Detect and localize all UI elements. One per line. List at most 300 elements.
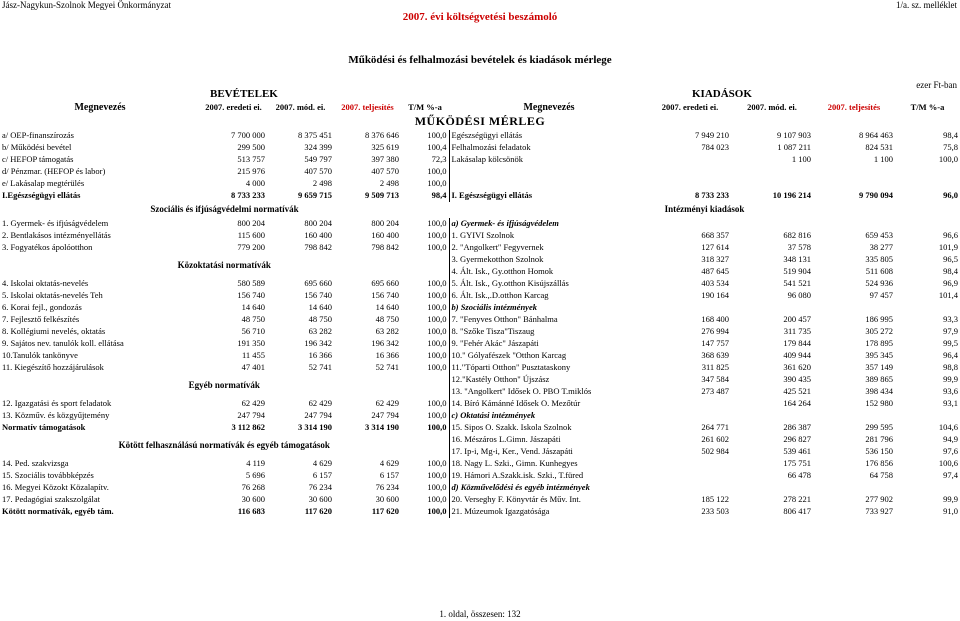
- income-cell: 513 757: [237, 154, 265, 165]
- income-cell: 62 429: [375, 398, 399, 409]
- report-subtitle: Működési és felhalmozási bevételek és kiadások mérlege: [348, 54, 612, 66]
- table-row: [0, 410, 960, 422]
- income-cell: 100,0: [427, 230, 447, 241]
- expense-cell: 94,9: [943, 434, 958, 445]
- expense-cell: 3. Gyermekotthon Szolnok: [449, 254, 649, 266]
- expense-cell: 98,4: [943, 266, 958, 277]
- expense-cell: 659 453: [865, 230, 893, 241]
- income-cell: 100,4: [427, 142, 447, 153]
- income-cell: 4 000: [245, 178, 265, 189]
- income-cell: 580 589: [237, 278, 265, 289]
- expense-cell: 277 902: [865, 494, 893, 505]
- expense-cell: [649, 154, 731, 166]
- income-cell: 6 157: [379, 470, 399, 481]
- expense-cell: 519 904: [783, 266, 811, 277]
- income-cell: 247 794: [237, 410, 265, 421]
- table-row: [0, 314, 960, 326]
- income-cell: 800 204: [371, 218, 399, 229]
- expense-cell: 233 503: [701, 506, 729, 517]
- expense-cell: [649, 410, 731, 422]
- expense-cell: [731, 410, 813, 422]
- table-row: [0, 350, 960, 362]
- expense-cell: 390 435: [783, 374, 811, 385]
- income-cell: 779 200: [237, 242, 265, 253]
- expense-cell: 276 994: [701, 326, 729, 337]
- expense-heading: KIADÁSOK: [692, 88, 752, 100]
- expense-cell: 179 844: [783, 338, 811, 349]
- expense-cell: 311 735: [783, 326, 811, 337]
- expense-cell: 357 149: [865, 362, 893, 373]
- expense-cell: 806 417: [783, 506, 811, 517]
- table-row: [0, 494, 960, 506]
- expense-cell: 100,0: [938, 154, 958, 165]
- expense-cell: [813, 178, 895, 190]
- income-cell: 100,0: [427, 178, 447, 189]
- expense-cell: Felhalmozási feladatok: [449, 142, 649, 154]
- expense-cell: 403 534: [701, 278, 729, 289]
- expense-cell: 5. Ált. Isk., Gy.otthon Kisújszállás: [449, 278, 649, 290]
- income-cell: 62 429: [241, 398, 265, 409]
- expense-cell: 98,8: [943, 362, 958, 373]
- expense-cell: 93,1: [943, 398, 958, 409]
- expense-cell: 539 461: [783, 446, 811, 457]
- income-cell: 76 234: [375, 482, 399, 493]
- expense-cell: 64 758: [869, 470, 893, 481]
- table-row: [0, 230, 960, 242]
- income-cell: 12. Igazgatási és sport feladatok: [2, 398, 112, 409]
- expense-cell: 389 865: [865, 374, 893, 385]
- income-cell: 8. Kollégiumi nevelés, oktatás: [2, 326, 106, 337]
- income-cell: I.Egészségügyi ellátás: [2, 190, 81, 201]
- expense-cell: [731, 178, 813, 190]
- expense-cell: 273 487: [701, 386, 729, 397]
- income-cell: 407 570: [304, 166, 332, 177]
- income-cell: 7. Fejlesztő felkészítés: [2, 314, 80, 325]
- main-heading-row: [0, 114, 960, 130]
- income-cell: 100,0: [427, 482, 447, 493]
- table-row: [0, 254, 960, 266]
- income-cell: 3 314 190: [298, 422, 332, 433]
- expense-cell: 15. Sipos O. Szakk. Iskola Szolnok: [449, 422, 649, 434]
- income-cell: 100,0: [427, 470, 447, 481]
- income-cell: 100,0: [427, 494, 447, 505]
- expense-cell: 4. Ált. Isk., Gy.otthon Homok: [449, 266, 649, 278]
- balance-table: [0, 102, 960, 518]
- expense-cell: 348 131: [783, 254, 811, 265]
- expense-cell: 335 805: [865, 254, 893, 265]
- expense-cell: 296 827: [783, 434, 811, 445]
- income-cell: 13. Közműv. és közgyűjtemény: [2, 410, 110, 421]
- income-cell: 9. Sajátos nev. tanulók koll. ellátása: [2, 338, 124, 349]
- income-cell: 800 204: [304, 218, 332, 229]
- expense-cell: [649, 458, 731, 470]
- expense-cell: 97,4: [943, 470, 958, 481]
- expense-cell: 1 087 211: [777, 142, 811, 153]
- expense-cell: [649, 166, 731, 178]
- table-row: [0, 362, 960, 374]
- col-name-right: Megnevezés: [523, 102, 575, 114]
- col-actual-left: 2007. teljesítés: [341, 102, 394, 113]
- income-cell: 798 842: [371, 242, 399, 253]
- expense-cell: 13. "Angolkert" Idősek O. PBO T.miklós: [449, 386, 649, 398]
- income-cell: 14 640: [375, 302, 399, 313]
- annex-label: 1/a. sz. melléklet: [896, 0, 957, 10]
- expense-cell: [731, 218, 813, 230]
- income-cell: 30 600: [241, 494, 265, 505]
- expense-cell: [649, 178, 731, 190]
- table-row: [0, 374, 960, 386]
- expense-cell: 299 595: [865, 422, 893, 433]
- expense-cell: 395 345: [865, 350, 893, 361]
- section-subheading: Kötött felhasználású normatívák és egyéb támogatások: [118, 440, 330, 451]
- expense-cell: [649, 218, 731, 230]
- expense-cell: 200 457: [783, 314, 811, 325]
- income-cell: 48 750: [375, 314, 399, 325]
- col-mod-right: 2007. mód. ei.: [747, 102, 797, 113]
- income-cell: 156 740: [237, 290, 265, 301]
- expense-cell: 784 023: [701, 142, 729, 153]
- income-cell: 100,0: [427, 362, 447, 373]
- expense-cell: 1 100: [873, 154, 893, 165]
- income-cell: 98,4: [431, 190, 447, 201]
- expense-cell: [813, 166, 895, 178]
- income-cell: 76 234: [308, 482, 332, 493]
- page-footer: 1. oldal, összesen: 132: [439, 609, 521, 619]
- expense-cell: 8 733 233: [695, 190, 729, 201]
- income-cell: 2. Bentlakásos intézményellátás: [2, 230, 111, 241]
- expense-cell: 8. "Szőke Tisza"Tiszaug: [449, 326, 649, 338]
- income-cell: 215 976: [237, 166, 265, 177]
- expense-cell: 66 478: [787, 470, 811, 481]
- income-cell: Normatív támogatások: [2, 422, 86, 433]
- income-cell: 48 750: [308, 314, 332, 325]
- col-orig-right: 2007. eredeti ei.: [661, 102, 719, 113]
- expense-cell: 409 944: [783, 350, 811, 361]
- income-cell: 5 696: [245, 470, 265, 481]
- expense-cell: [895, 482, 960, 494]
- expense-cell: 524 936: [865, 278, 893, 289]
- expense-cell: 11."Tóparti Otthon" Pusztataskony: [449, 362, 649, 374]
- income-cell: 800 204: [237, 218, 265, 229]
- expense-cell: 10." Gólyafészek "Otthon Karcag: [449, 350, 649, 362]
- expense-cell: [649, 482, 731, 494]
- table-row: [0, 130, 960, 142]
- expense-cell: [895, 302, 960, 314]
- income-cell: 100,0: [427, 242, 447, 253]
- income-cell: 6. Korai fejl., gondozás: [2, 302, 82, 313]
- table-row: [0, 338, 960, 350]
- income-heading: BEVÉTELEK: [210, 88, 278, 100]
- income-cell: 100,0: [427, 218, 447, 229]
- expense-cell: 318 327: [701, 254, 729, 265]
- income-cell: 100,0: [427, 302, 447, 313]
- income-cell: 17. Pedagógiai szakszolgálat: [2, 494, 100, 505]
- table-row: [0, 202, 960, 218]
- table-row: [0, 326, 960, 338]
- income-cell: 798 842: [304, 242, 332, 253]
- income-cell: 117 620: [304, 506, 332, 517]
- income-cell: 100,0: [427, 458, 447, 469]
- table-row: [0, 242, 960, 254]
- income-cell: 4. Iskolai oktatás-nevelés: [2, 278, 89, 289]
- expense-cell: 425 521: [783, 386, 811, 397]
- income-cell: 299 500: [237, 142, 265, 153]
- expense-cell: 96,9: [943, 278, 958, 289]
- expense-cell: [813, 410, 895, 422]
- expense-cell: 96 080: [787, 290, 811, 301]
- income-cell: 16 366: [308, 350, 332, 361]
- income-cell: 196 342: [304, 338, 332, 349]
- income-cell: 15. Szociális továbbképzés: [2, 470, 94, 481]
- income-cell: 156 740: [371, 290, 399, 301]
- expense-cell: 97 457: [869, 290, 893, 301]
- income-cell: 30 600: [308, 494, 332, 505]
- expense-cell: 185 122: [701, 494, 729, 505]
- income-cell: 5. Iskolai oktatás-nevelés Teh: [2, 290, 103, 301]
- expense-cell: 541 521: [783, 278, 811, 289]
- expense-cell: 347 584: [701, 374, 729, 385]
- income-cell: 160 400: [371, 230, 399, 241]
- section-subheading: Közoktatási normatívák: [177, 260, 271, 271]
- expense-cell: 2. "Angolkert" Fegyvernek: [449, 242, 649, 254]
- expense-cell: b) Szociális intézmények: [449, 302, 649, 314]
- income-cell: 100,0: [427, 290, 447, 301]
- expense-cell: 261 602: [701, 434, 729, 445]
- table-row: [0, 506, 960, 518]
- income-cell: 30 600: [375, 494, 399, 505]
- expense-cell: 278 221: [783, 494, 811, 505]
- expense-cell: 96,5: [943, 254, 958, 265]
- income-cell: 3 314 190: [365, 422, 399, 433]
- expense-cell: [449, 178, 649, 190]
- income-cell: 8 375 451: [298, 130, 332, 141]
- expense-cell: 164 264: [783, 398, 811, 409]
- expense-cell: 152 980: [865, 398, 893, 409]
- col-orig-left: 2007. eredeti ei.: [205, 102, 262, 113]
- income-cell: 76 268: [241, 482, 265, 493]
- expense-cell: 101,4: [938, 290, 958, 301]
- expense-cell: 97,6: [943, 446, 958, 457]
- income-cell: 1. Gyermek- és ifjúságvédelem: [2, 218, 109, 229]
- table-row: [0, 290, 960, 302]
- expense-cell: 97,9: [943, 326, 958, 337]
- income-cell: 191 350: [237, 338, 265, 349]
- expense-cell: 93,3: [943, 314, 958, 325]
- expense-cell: 682 816: [783, 230, 811, 241]
- income-cell: 695 660: [371, 278, 399, 289]
- expense-cell: 16. Mészáros L.Gimn. Jászapáti: [449, 434, 649, 446]
- expense-cell: 14. Bíró Kámánné Idősek O. Mezőtúr: [449, 398, 649, 410]
- income-cell: 9 659 715: [298, 190, 332, 201]
- expense-cell: 147 757: [701, 338, 729, 349]
- section-subheading: Intézményi kiadások: [664, 204, 745, 215]
- expense-cell: 99,9: [943, 494, 958, 505]
- expense-cell: 9 107 903: [777, 130, 811, 141]
- income-cell: 3 112 862: [231, 422, 265, 433]
- expense-cell: 186 995: [865, 314, 893, 325]
- income-cell: 115 600: [237, 230, 265, 241]
- expense-cell: [649, 302, 731, 314]
- income-cell: 11 455: [241, 350, 265, 361]
- expense-cell: 1 100: [791, 154, 811, 165]
- section-subheading: Szociális és ifjúságvédelmi normatívák: [150, 204, 299, 215]
- expense-cell: 12."Kastély Otthon" Újszász: [449, 374, 649, 386]
- table-row: [0, 302, 960, 314]
- income-cell: d/ Pénzmar. (HEFOP és labor): [2, 166, 106, 177]
- expense-cell: 264 771: [701, 422, 729, 433]
- expense-cell: 487 645: [701, 266, 729, 277]
- report-title: 2007. évi költségvetési beszámoló: [402, 11, 558, 23]
- expense-cell: 101,9: [938, 242, 958, 253]
- income-cell: 52 741: [375, 362, 399, 373]
- expense-cell: 824 531: [865, 142, 893, 153]
- expense-cell: 99,9: [943, 374, 958, 385]
- expense-cell: 100,6: [938, 458, 958, 469]
- income-cell: 695 660: [304, 278, 332, 289]
- expense-cell: 96,4: [943, 350, 958, 361]
- income-cell: 56 710: [241, 326, 265, 337]
- income-cell: 100,0: [427, 422, 447, 433]
- expense-cell: 668 357: [701, 230, 729, 241]
- income-cell: 325 619: [371, 142, 399, 153]
- expense-cell: 127 614: [701, 242, 729, 253]
- expense-cell: 502 984: [701, 446, 729, 457]
- expense-cell: 398 434: [865, 386, 893, 397]
- expense-cell: [731, 166, 813, 178]
- expense-cell: [895, 178, 960, 190]
- expense-cell: 8 964 463: [859, 130, 893, 141]
- income-cell: 100,0: [427, 350, 447, 361]
- expense-cell: 18. Nagy L. Szki., Gimn. Kunhegyes: [449, 458, 649, 470]
- income-cell: 6 157: [312, 470, 332, 481]
- income-cell: 397 380: [371, 154, 399, 165]
- income-cell: 117 620: [371, 506, 399, 517]
- expense-cell: 536 150: [865, 446, 893, 457]
- column-header-row: [0, 102, 960, 114]
- income-cell: 72,3: [431, 154, 447, 165]
- income-cell: 100,0: [427, 410, 447, 421]
- expense-cell: 281 796: [865, 434, 893, 445]
- income-cell: 2 498: [379, 178, 399, 189]
- expense-cell: 93,6: [943, 386, 958, 397]
- income-cell: 10.Tanulók tankönyve: [2, 350, 78, 361]
- income-cell: 9 509 713: [365, 190, 399, 201]
- expense-cell: [449, 166, 649, 178]
- col-actual-right: 2007. teljesítés: [827, 102, 881, 113]
- expense-cell: 1. GYIVI Szolnok: [449, 230, 649, 242]
- expense-cell: 99,5: [943, 338, 958, 349]
- table-row: [0, 434, 960, 446]
- expense-cell: 175 751: [783, 458, 811, 469]
- table-row: [0, 422, 960, 434]
- income-cell: 100,0: [427, 314, 447, 325]
- income-cell: c/ HEFOP támogatás: [2, 154, 74, 165]
- expense-cell: 75,8: [943, 142, 958, 153]
- expense-cell: 168 400: [701, 314, 729, 325]
- expense-cell: 19. Hámori A.Szakk.isk. Szki., T.füred: [449, 470, 649, 482]
- income-cell: 324 399: [304, 142, 332, 153]
- income-cell: 4 629: [379, 458, 399, 469]
- income-cell: 247 794: [304, 410, 332, 421]
- expense-cell: 286 387: [783, 422, 811, 433]
- income-cell: 8 376 646: [365, 130, 399, 141]
- expense-cell: [649, 470, 731, 482]
- table-row: [0, 178, 960, 190]
- expense-cell: c) Oktatási intézmények: [449, 410, 649, 422]
- expense-cell: 17. Ip-i, Mg-i, Ker., Vend. Jászapáti: [449, 446, 649, 458]
- income-cell: 4 629: [312, 458, 332, 469]
- expense-cell: d) Közművelődési és egyéb intézmények: [449, 482, 649, 494]
- expense-cell: 104,6: [938, 422, 958, 433]
- expense-cell: 733 927: [865, 506, 893, 517]
- income-cell: 52 741: [308, 362, 332, 373]
- expense-cell: 190 164: [701, 290, 729, 301]
- income-cell: 14. Ped. szakvizsga: [2, 458, 69, 469]
- income-cell: 47 401: [241, 362, 265, 373]
- table-row: [0, 398, 960, 410]
- col-name-left: Megnevezés: [74, 102, 126, 114]
- table-row: [0, 482, 960, 494]
- expense-cell: 6. Ált. Isk.,.D.otthon Karcag: [449, 290, 649, 302]
- expense-cell: 7. "Fenyves Otthon" Bánhalma: [449, 314, 649, 326]
- table-row: [0, 142, 960, 154]
- expense-cell: 178 895: [865, 338, 893, 349]
- expense-cell: [813, 218, 895, 230]
- income-cell: 549 797: [304, 154, 332, 165]
- income-cell: 247 794: [371, 410, 399, 421]
- income-cell: e/ Lakásalap megtérülés: [2, 178, 85, 189]
- income-cell: 63 282: [375, 326, 399, 337]
- table-row: [0, 190, 960, 202]
- main-heading: MŰKÖDÉSI MÉRLEG: [414, 114, 546, 129]
- table-row: [0, 458, 960, 470]
- income-cell: 63 282: [308, 326, 332, 337]
- expense-cell: 7 949 210: [695, 130, 729, 141]
- expense-cell: [731, 482, 813, 494]
- income-cell: 62 429: [308, 398, 332, 409]
- expense-cell: 20. Verseghy F. Könyvtár és Műv. Int.: [449, 494, 649, 506]
- income-cell: 100,0: [427, 166, 447, 177]
- expense-cell: 37 578: [787, 242, 811, 253]
- income-cell: 100,0: [427, 398, 447, 409]
- income-cell: 160 400: [304, 230, 332, 241]
- income-cell: 8 733 233: [231, 190, 265, 201]
- expense-cell: [895, 410, 960, 422]
- income-cell: 16 366: [375, 350, 399, 361]
- expense-cell: [895, 218, 960, 230]
- col-mod-left: 2007. mód. ei.: [275, 102, 326, 113]
- income-cell: 156 740: [304, 290, 332, 301]
- income-cell: 100,0: [427, 326, 447, 337]
- table-row: [0, 166, 960, 178]
- income-cell: 196 342: [371, 338, 399, 349]
- expense-cell: [895, 166, 960, 178]
- expense-cell: 38 277: [869, 242, 893, 253]
- income-cell: 100,0: [427, 278, 447, 289]
- expense-cell: Lakásalap kölcsönök: [449, 154, 649, 166]
- col-pct-right: T/M %-a: [910, 102, 945, 113]
- expense-cell: 21. Múzeumok Igazgatósága: [449, 506, 649, 518]
- table-row: [0, 470, 960, 482]
- expense-cell: 511 608: [865, 266, 893, 277]
- income-cell: 100,0: [427, 338, 447, 349]
- expense-cell: [649, 398, 731, 410]
- income-cell: Kötött normatívák, egyéb tám.: [2, 506, 114, 517]
- expense-cell: 176 856: [865, 458, 893, 469]
- income-cell: 407 570: [371, 166, 399, 177]
- section-subheading: Egyéb normatívák: [188, 380, 260, 391]
- expense-cell: [731, 302, 813, 314]
